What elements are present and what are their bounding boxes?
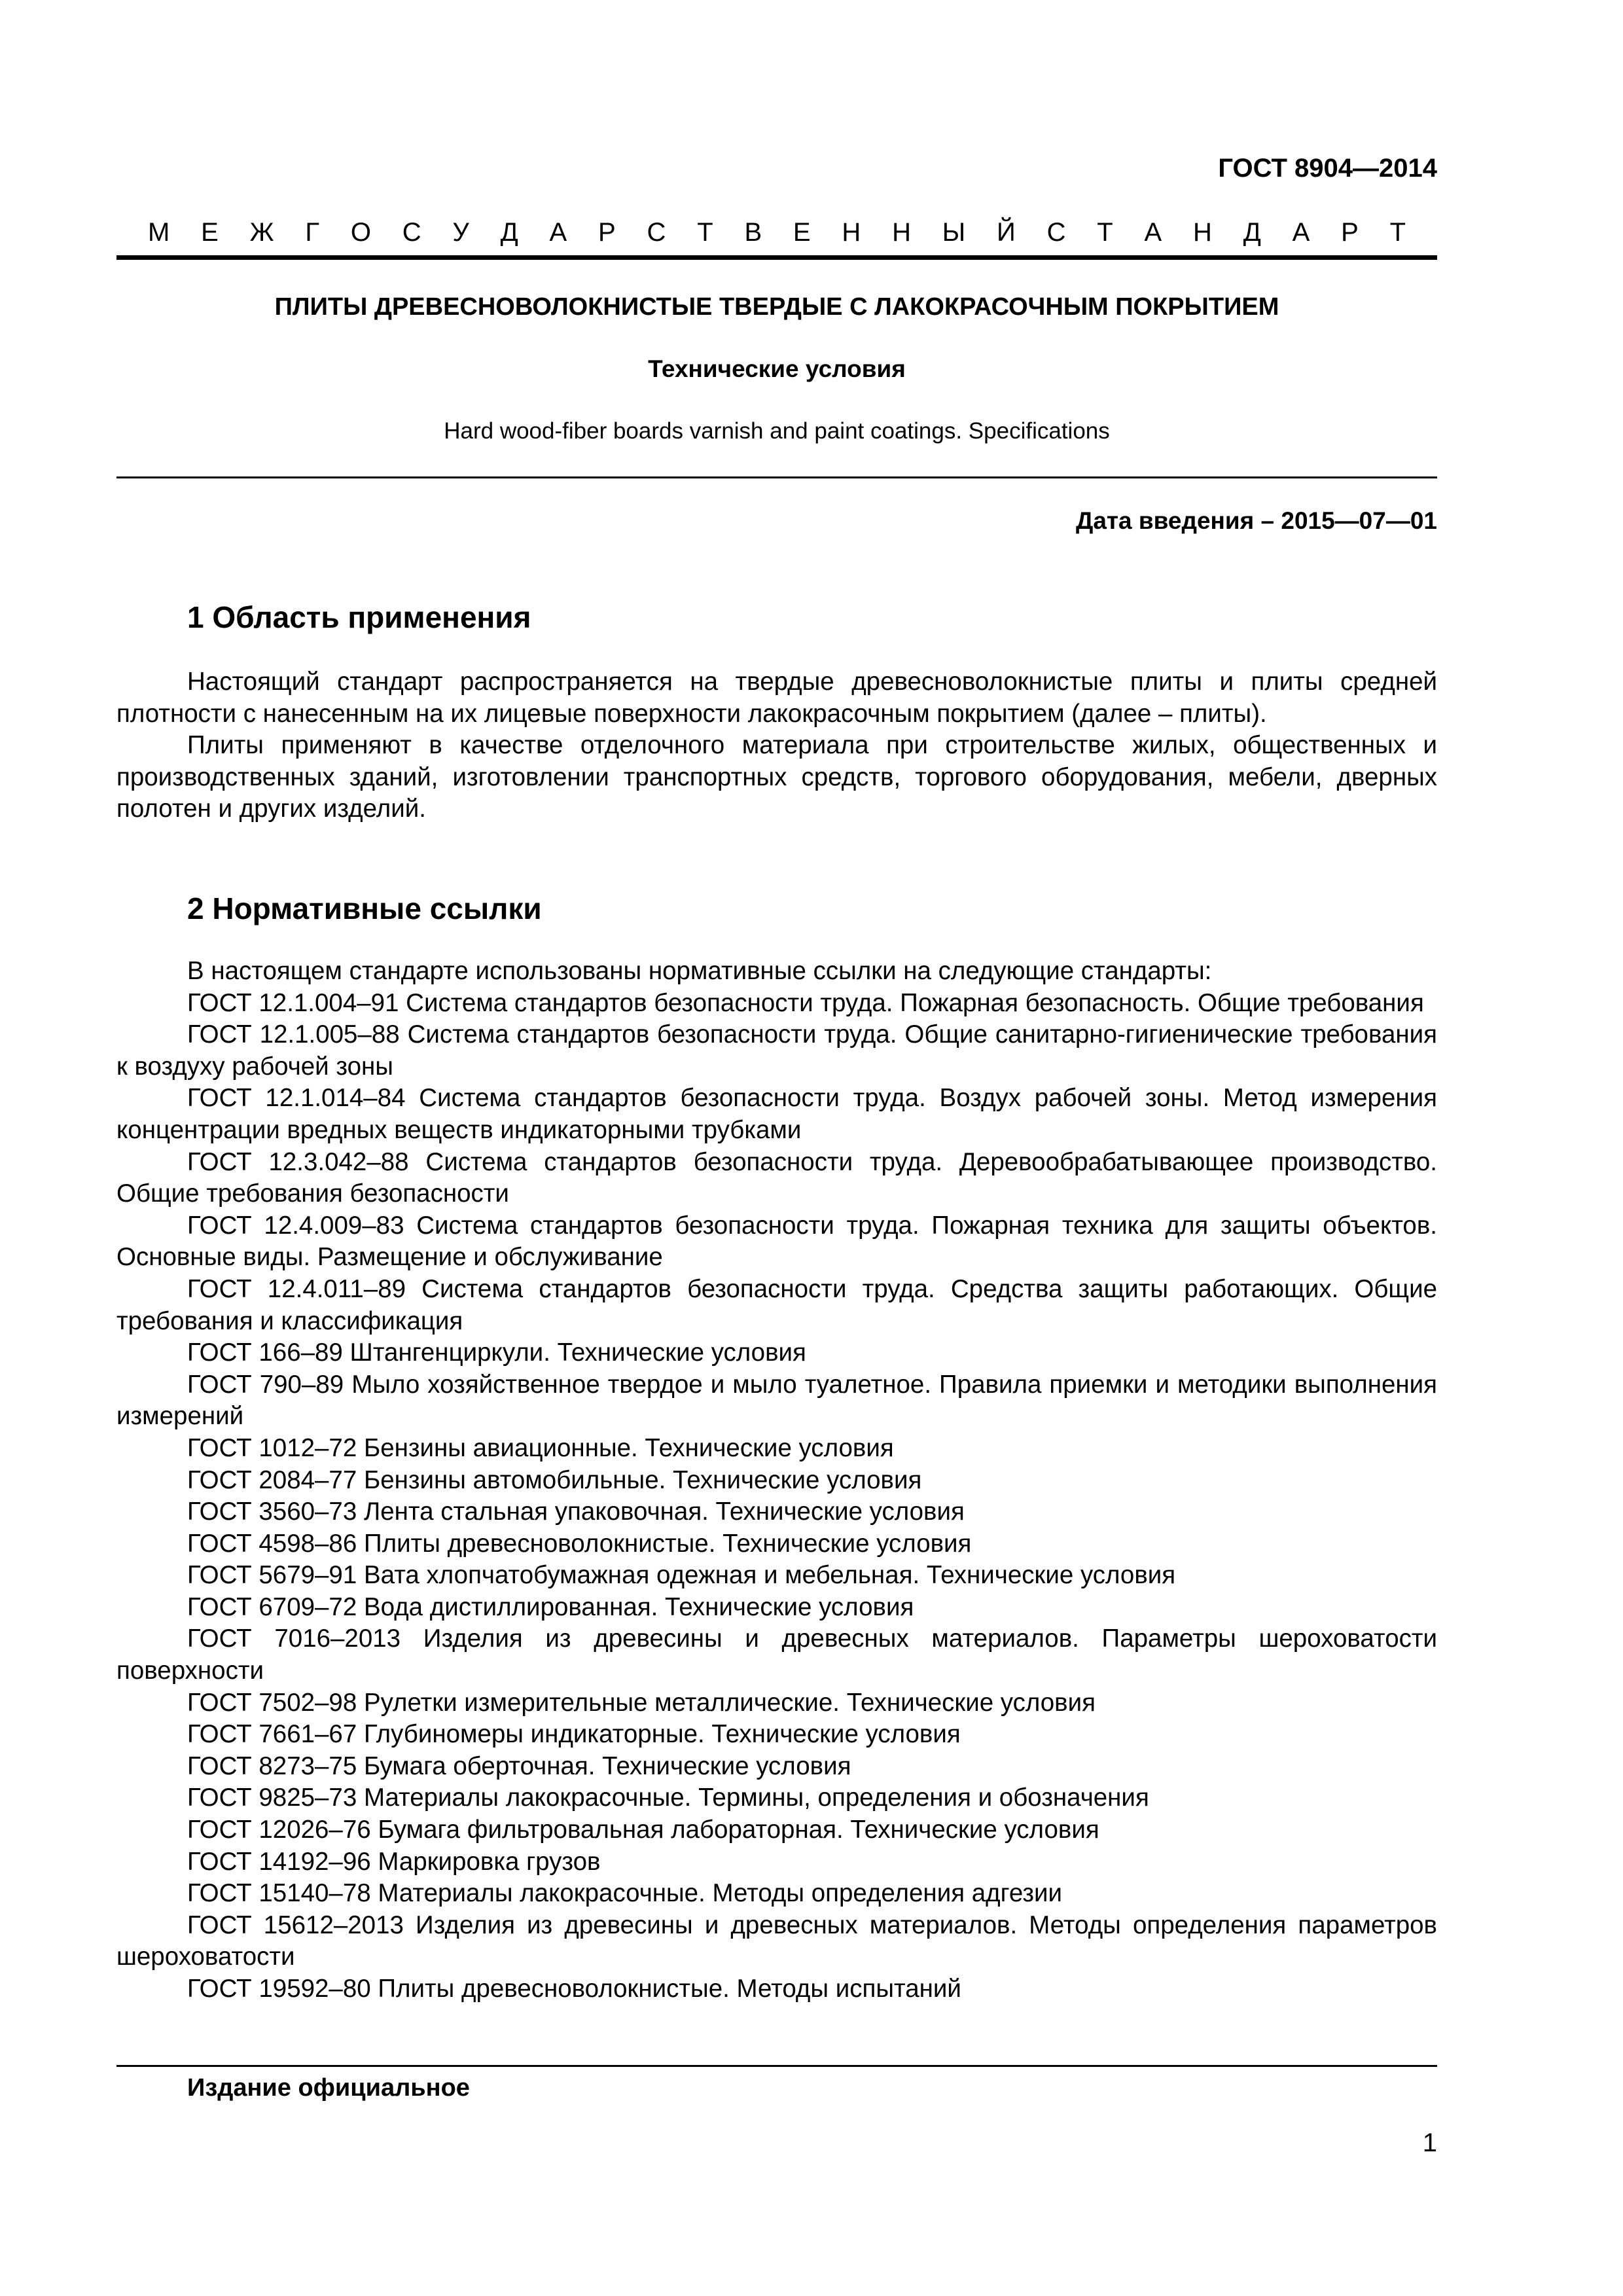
reference-item: ГОСТ 14192–96 Маркировка грузов	[187, 1847, 601, 1876]
reference-item: ГОСТ 9825–73 Материалы лакокрасочные. Термины, определения и обозначения	[187, 1784, 1149, 1812]
reference-item: ГОСТ 1012–72 Бензины авиационные. Технические условия	[187, 1433, 894, 1462]
title-rule	[116, 476, 1437, 478]
document-number: ГОСТ 8904—2014	[1218, 154, 1437, 183]
footer-rule	[116, 2065, 1437, 2067]
edition-label: Издание официальное	[187, 2074, 470, 2102]
section-body-references	[116, 956, 1437, 2005]
reference-item: ГОСТ 12.4.011–89 Система стандартов безопасности труда. Средства защиты работающих. Общие требования и классификация	[116, 1274, 1437, 1335]
paragraph: Плиты применяют в качестве отделочного материала при строительстве жилых, общественных и производственных зданий, изготовлении транспортных средств, торгового оборудования, мебели, дверных полотен и других изделий.	[116, 731, 1437, 823]
reference-item: ГОСТ 12026–76 Бумага фильтровальная лабораторная. Технические условия	[187, 1816, 1099, 1844]
standard-type: М Е Ж Г О С У Д А Р С Т В Е Н Н Ы Й С Т А Н Д А Р Т	[148, 218, 1406, 247]
section-heading-scope: 1 Область применения	[187, 600, 531, 634]
reference-item: ГОСТ 8273–75 Бумага оберточная. Технические условия	[187, 1751, 851, 1780]
section-body-scope	[116, 666, 1437, 825]
paragraph: В настоящем стандарте использованы нормативные ссылки на следующие стандарты:	[187, 957, 1212, 985]
reference-item: ГОСТ 4598–86 Плиты древесноволокнистые. Технические условия	[187, 1529, 972, 1558]
reference-item: ГОСТ 7661–67 Глубиномеры индикаторные. Технические условия	[187, 1720, 961, 1749]
reference-item: ГОСТ 7016–2013 Изделия из древесины и древесных материалов. Параметры шероховатости поверхности	[116, 1624, 1437, 1685]
header-rule	[116, 255, 1437, 260]
reference-item: ГОСТ 6709–72 Вода дистиллированная. Технические условия	[187, 1592, 914, 1621]
document-page	[116, 0, 1437, 2296]
document-title: ПЛИТЫ ДРЕВЕСНОВОЛОКНИСТЫЕ ТВЕРДЫЕ С ЛАКОКРАСОЧНЫМ ПОКРЫТИЕМ	[274, 293, 1279, 321]
reference-item: ГОСТ 15140–78 Материалы лакокрасочные. Методы определения адгезии	[187, 1879, 1063, 1908]
reference-item: ГОСТ 19592–80 Плиты древесноволокнистые. Методы испытаний	[187, 1975, 961, 2003]
reference-item: ГОСТ 12.4.009–83 Система стандартов безопасности труда. Пожарная техника для защиты объектов. Основные виды. Размещение и обслуживание	[116, 1211, 1437, 1272]
reference-item: ГОСТ 12.1.005–88 Система стандартов безопасности труда. Общие санитарно-гигиенические требования к воздуху рабочей зоны	[116, 1020, 1437, 1081]
reference-item: ГОСТ 5679–91 Вата хлопчатобумажная одежная и мебельная. Технические условия	[187, 1561, 1176, 1590]
reference-item: ГОСТ 166–89 Штангенциркули. Технические условия	[187, 1338, 806, 1367]
document-subtitle: Технические условия	[648, 355, 906, 382]
document-title-en: Hard wood-fiber boards varnish and paint coatings. Specifications	[444, 418, 1110, 444]
introduction-date: Дата введения – 2015—07—01	[1075, 507, 1437, 534]
reference-item: ГОСТ 12.3.042–88 Система стандартов безопасности труда. Деревообрабатывающее производство. Общие требования безопасности	[116, 1147, 1437, 1208]
page-number: 1	[1422, 2128, 1437, 2157]
reference-item: ГОСТ 2084–77 Бензины автомобильные. Технические условия	[187, 1465, 922, 1494]
paragraph: Настоящий стандарт распространяется на твердые древесноволокнистые плиты и плиты средней плотности с нанесенным на их лицевые поверхности лакокрасочным покрытием (далее – плиты).	[116, 668, 1437, 728]
reference-item: ГОСТ 12.1.004–91 Система стандартов безопасности труда. Пожарная безопасность. Общие требования	[187, 988, 1424, 1017]
reference-item: ГОСТ 790–89 Мыло хозяйственное твердое и мыло туалетное. Правила приемки и методики выполнения измерений	[116, 1370, 1437, 1431]
reference-item: ГОСТ 3560–73 Лента стальная упаковочная. Технические условия	[187, 1498, 965, 1526]
reference-item: ГОСТ 15612–2013 Изделия из древесины и древесных материалов. Методы определения параметров шероховатости	[116, 1910, 1437, 1971]
reference-item: ГОСТ 7502–98 Рулетки измерительные металлические. Технические условия	[187, 1688, 1096, 1717]
section-heading-references: 2 Нормативные ссылки	[187, 891, 542, 925]
reference-item: ГОСТ 12.1.014–84 Система стандартов безопасности труда. Воздух рабочей зоны. Метод измерения концентрации вредных веществ индикаторными трубками	[116, 1084, 1437, 1144]
